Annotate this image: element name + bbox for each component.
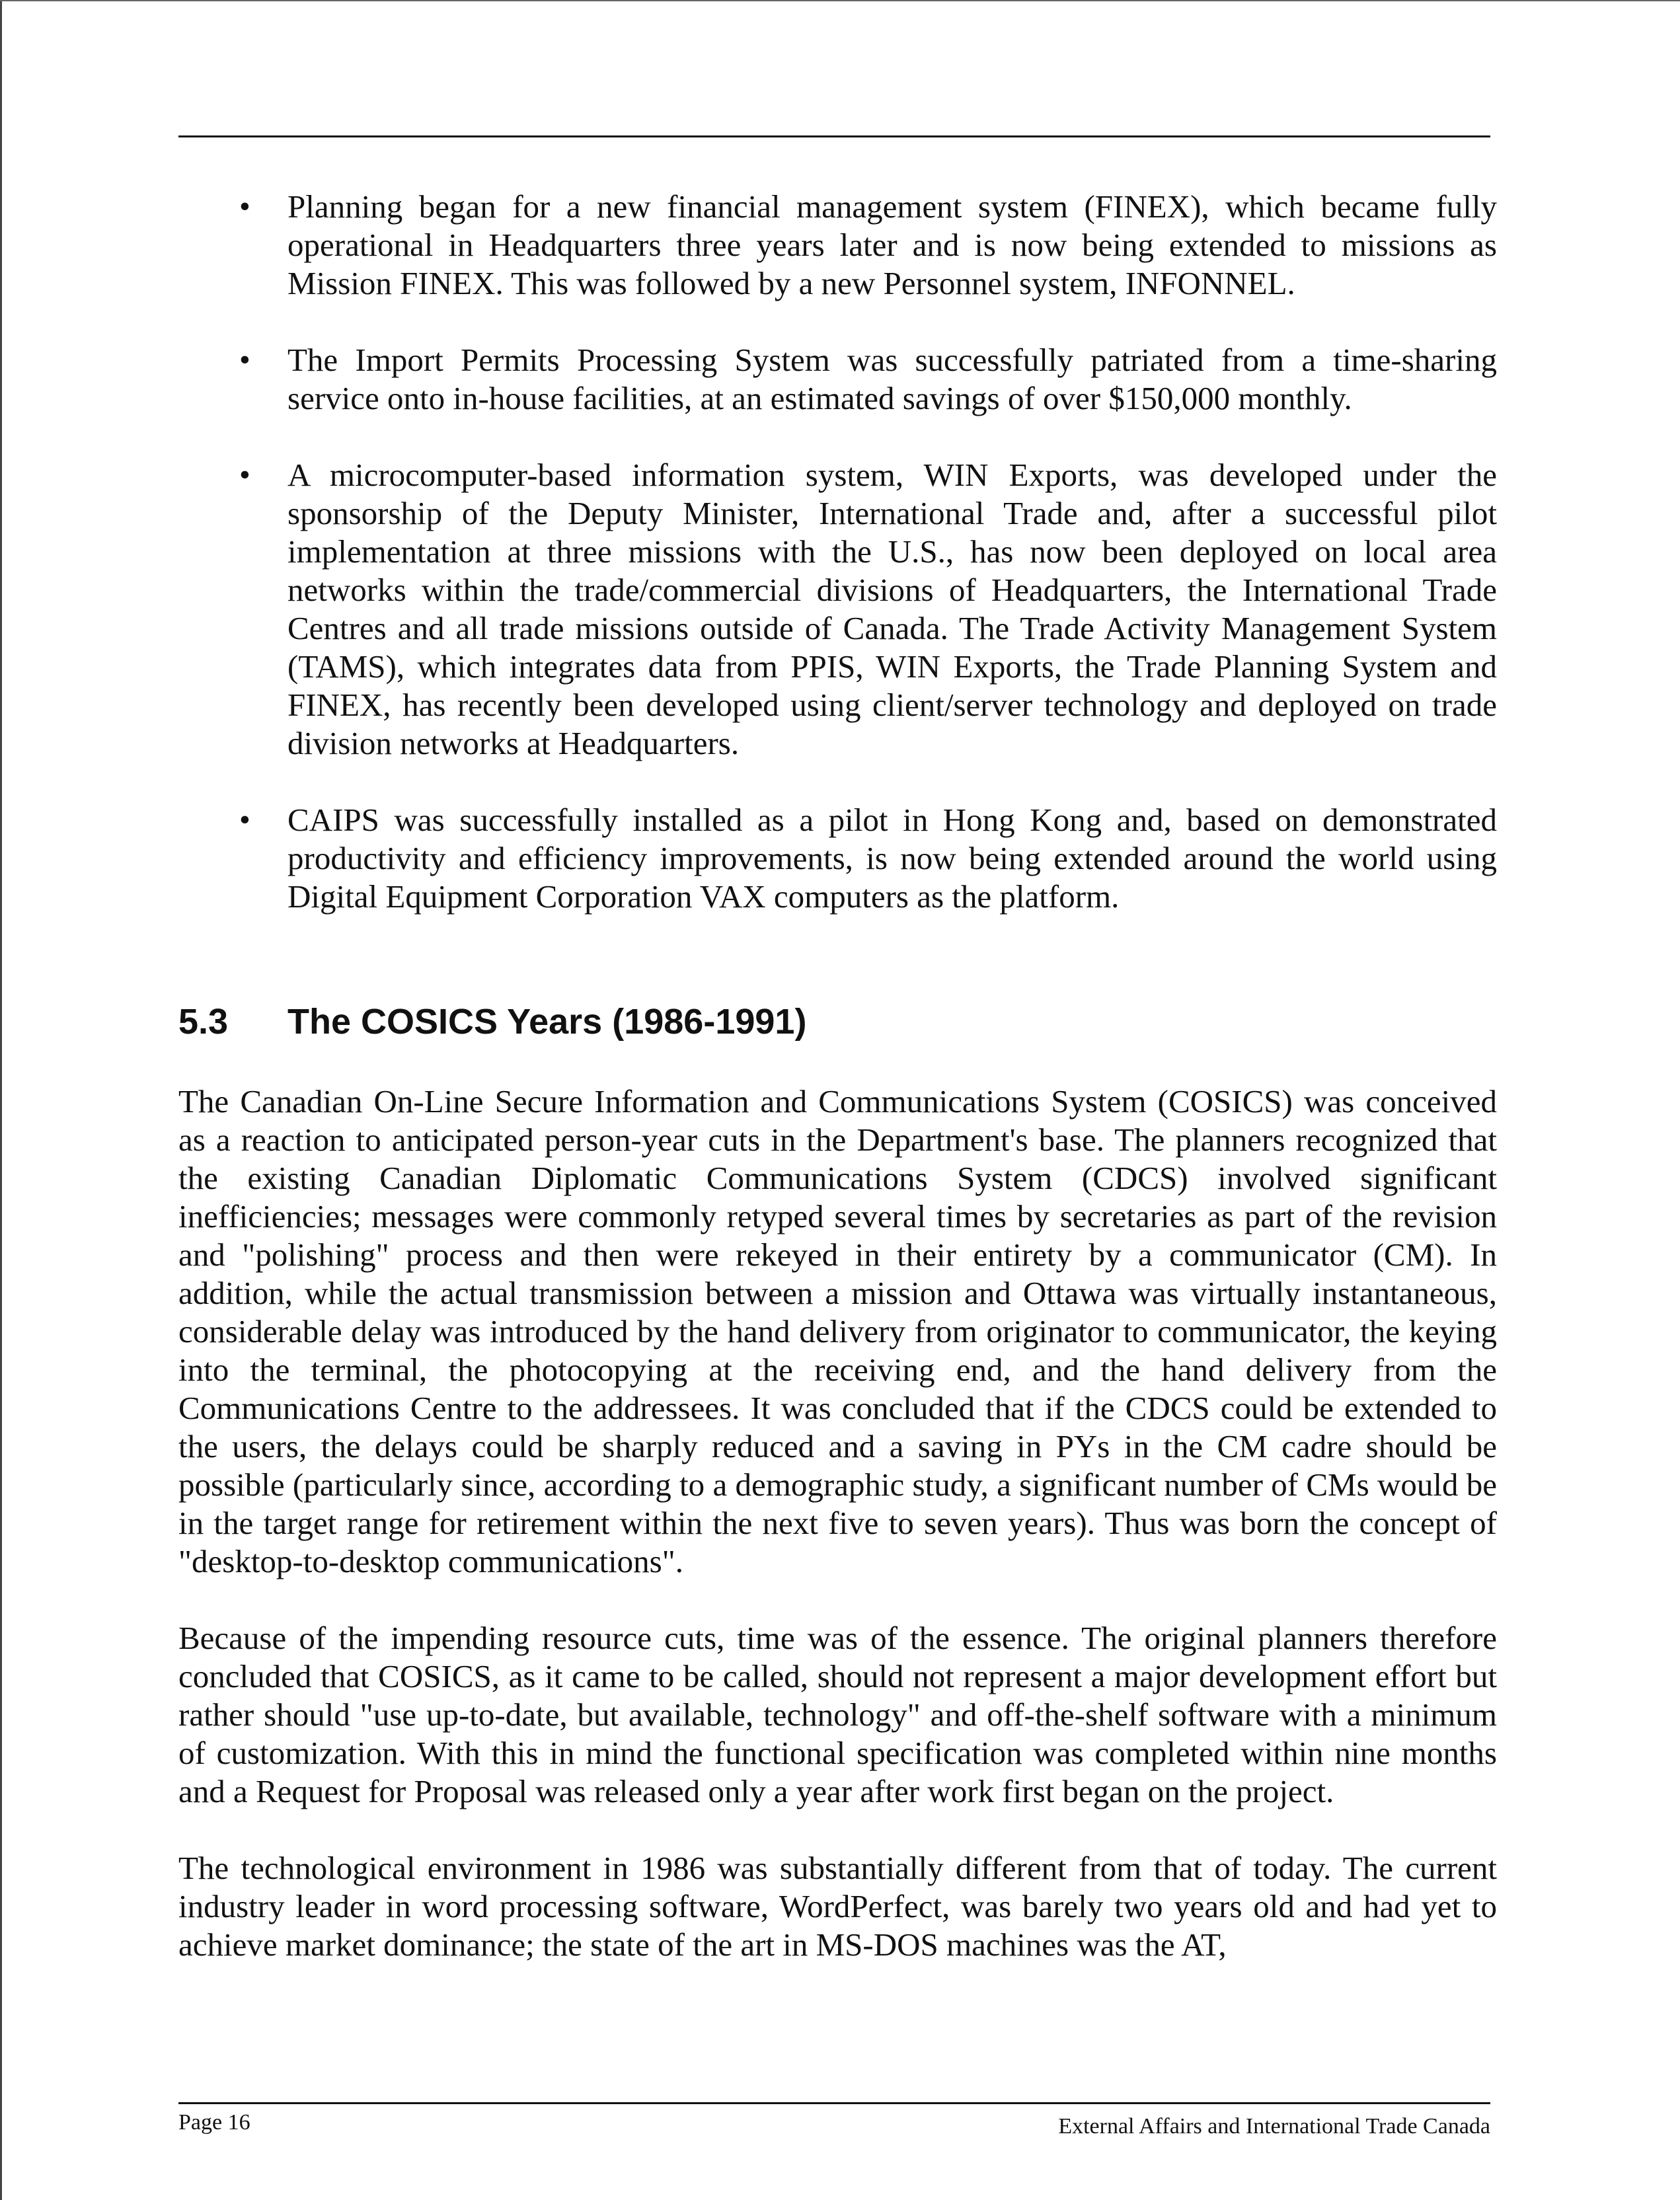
section-number: 5.3 bbox=[178, 1002, 229, 1042]
bullet-text: CAIPS was successfully installed as a pilot in Hong Kong and, based on demonstrated productivity and efficiency improvements, is now being extended around the world using Digital Equipment Corporation VAX computers as the platform. bbox=[287, 802, 1497, 915]
paragraph-technological-environment: The technological environment in 1986 was substantially different from that of today. The current industry leader in word processing software, WordPerfect, was barely two years old and had yet to achieve market dominance; the state of the art in MS-DOS machines was the AT, bbox=[178, 1850, 1497, 1963]
section-title: The COSICS Years (1986-1991) bbox=[287, 1002, 807, 1042]
bullet-item-finex bbox=[178, 188, 1497, 303]
bullet-icon: • bbox=[239, 457, 250, 492]
section-heading bbox=[178, 1001, 1497, 1043]
bullet-item-import-permits bbox=[178, 341, 1497, 418]
header-rule bbox=[178, 135, 1490, 137]
footer-organization: External Affairs and International Trade Canada bbox=[1058, 2114, 1490, 2139]
bullet-text: A microcomputer-based information system, WIN Exports, was developed under the sponsorship of the Deputy Minister, International Trade and, after a successful pilot implementation at three missions with the U.S., has now been deployed on local area networks within the trade/commercial divisions of Headquarters, the International Trade Centres and all trade missions outside of Canada. The Trade Activity Management System (TAMS), which integrates data from PPIS, WIN Exports, the Trade Planning System and FINEX, has recently been developed using client/server technology and deployed on trade division networks at Headquarters. bbox=[287, 457, 1497, 761]
bullet-icon: • bbox=[239, 342, 250, 377]
footer-rule bbox=[178, 2102, 1490, 2104]
bullet-icon: • bbox=[239, 189, 250, 224]
page-edge-top bbox=[0, 0, 1680, 1]
page-number: Page 16 bbox=[178, 2110, 250, 2135]
page-content bbox=[178, 188, 1497, 2002]
bullet-item-win-exports bbox=[178, 456, 1497, 763]
bullet-icon: • bbox=[239, 802, 250, 837]
paragraph-resource-cuts: Because of the impending resource cuts, time was of the essence. The original planners therefore concluded that COSICS, as it came to be called, should not represent a major development effort but rather should "use up-to-date, but available, technology" and off-the-shelf software with a minimum of customization. With this in mind the functional specification was completed within nine months and a Request for Proposal was released only a year after work first began on the project. bbox=[178, 1620, 1497, 1809]
bullet-item-caips bbox=[178, 801, 1497, 916]
bullet-list bbox=[178, 188, 1497, 916]
bullet-text: Planning began for a new financial management system (FINEX), which became fully operational in Headquarters three years later and is now being extended to missions as Mission FINEX. This was followed by a new Personnel system, INFONNEL. bbox=[287, 188, 1497, 301]
bullet-text: The Import Permits Processing System was successfully patriated from a time-sharing service onto in-house facilities, at an estimated savings of over $150,000 monthly. bbox=[287, 342, 1497, 416]
page-edge-left bbox=[0, 0, 2, 2200]
paragraph-cosics-origin: The Canadian On-Line Secure Information and Communications System (COSICS) was conceived as a reaction to anticipated person-year cuts in the Department's base. The planners recognized that the existing Canadian Diplomatic Communications System (CDCS) involved significant inefficiencies; messages were commonly retyped several times by secretaries as part of the revision and "polishing" process and then were rekeyed in their entirety by a communicator (CM). In addition, while the actual transmission between a mission and Ottawa was virtually instantaneous, considerable delay was introduced by the hand delivery from originator to communicator, the keying into the terminal, the photocopying at the receiving end, and the hand delivery from the Communications Centre to the addressees. It was concluded that if the CDCS could be extended to the users, the delays could be sharply reduced and a saving in PYs in the CM cadre should be possible (particularly since, according to a demographic study, a significant number of CMs would be in the target range for retirement within the next five to seven years). Thus was born the concept of "desktop-to-desktop communications". bbox=[178, 1083, 1497, 1579]
